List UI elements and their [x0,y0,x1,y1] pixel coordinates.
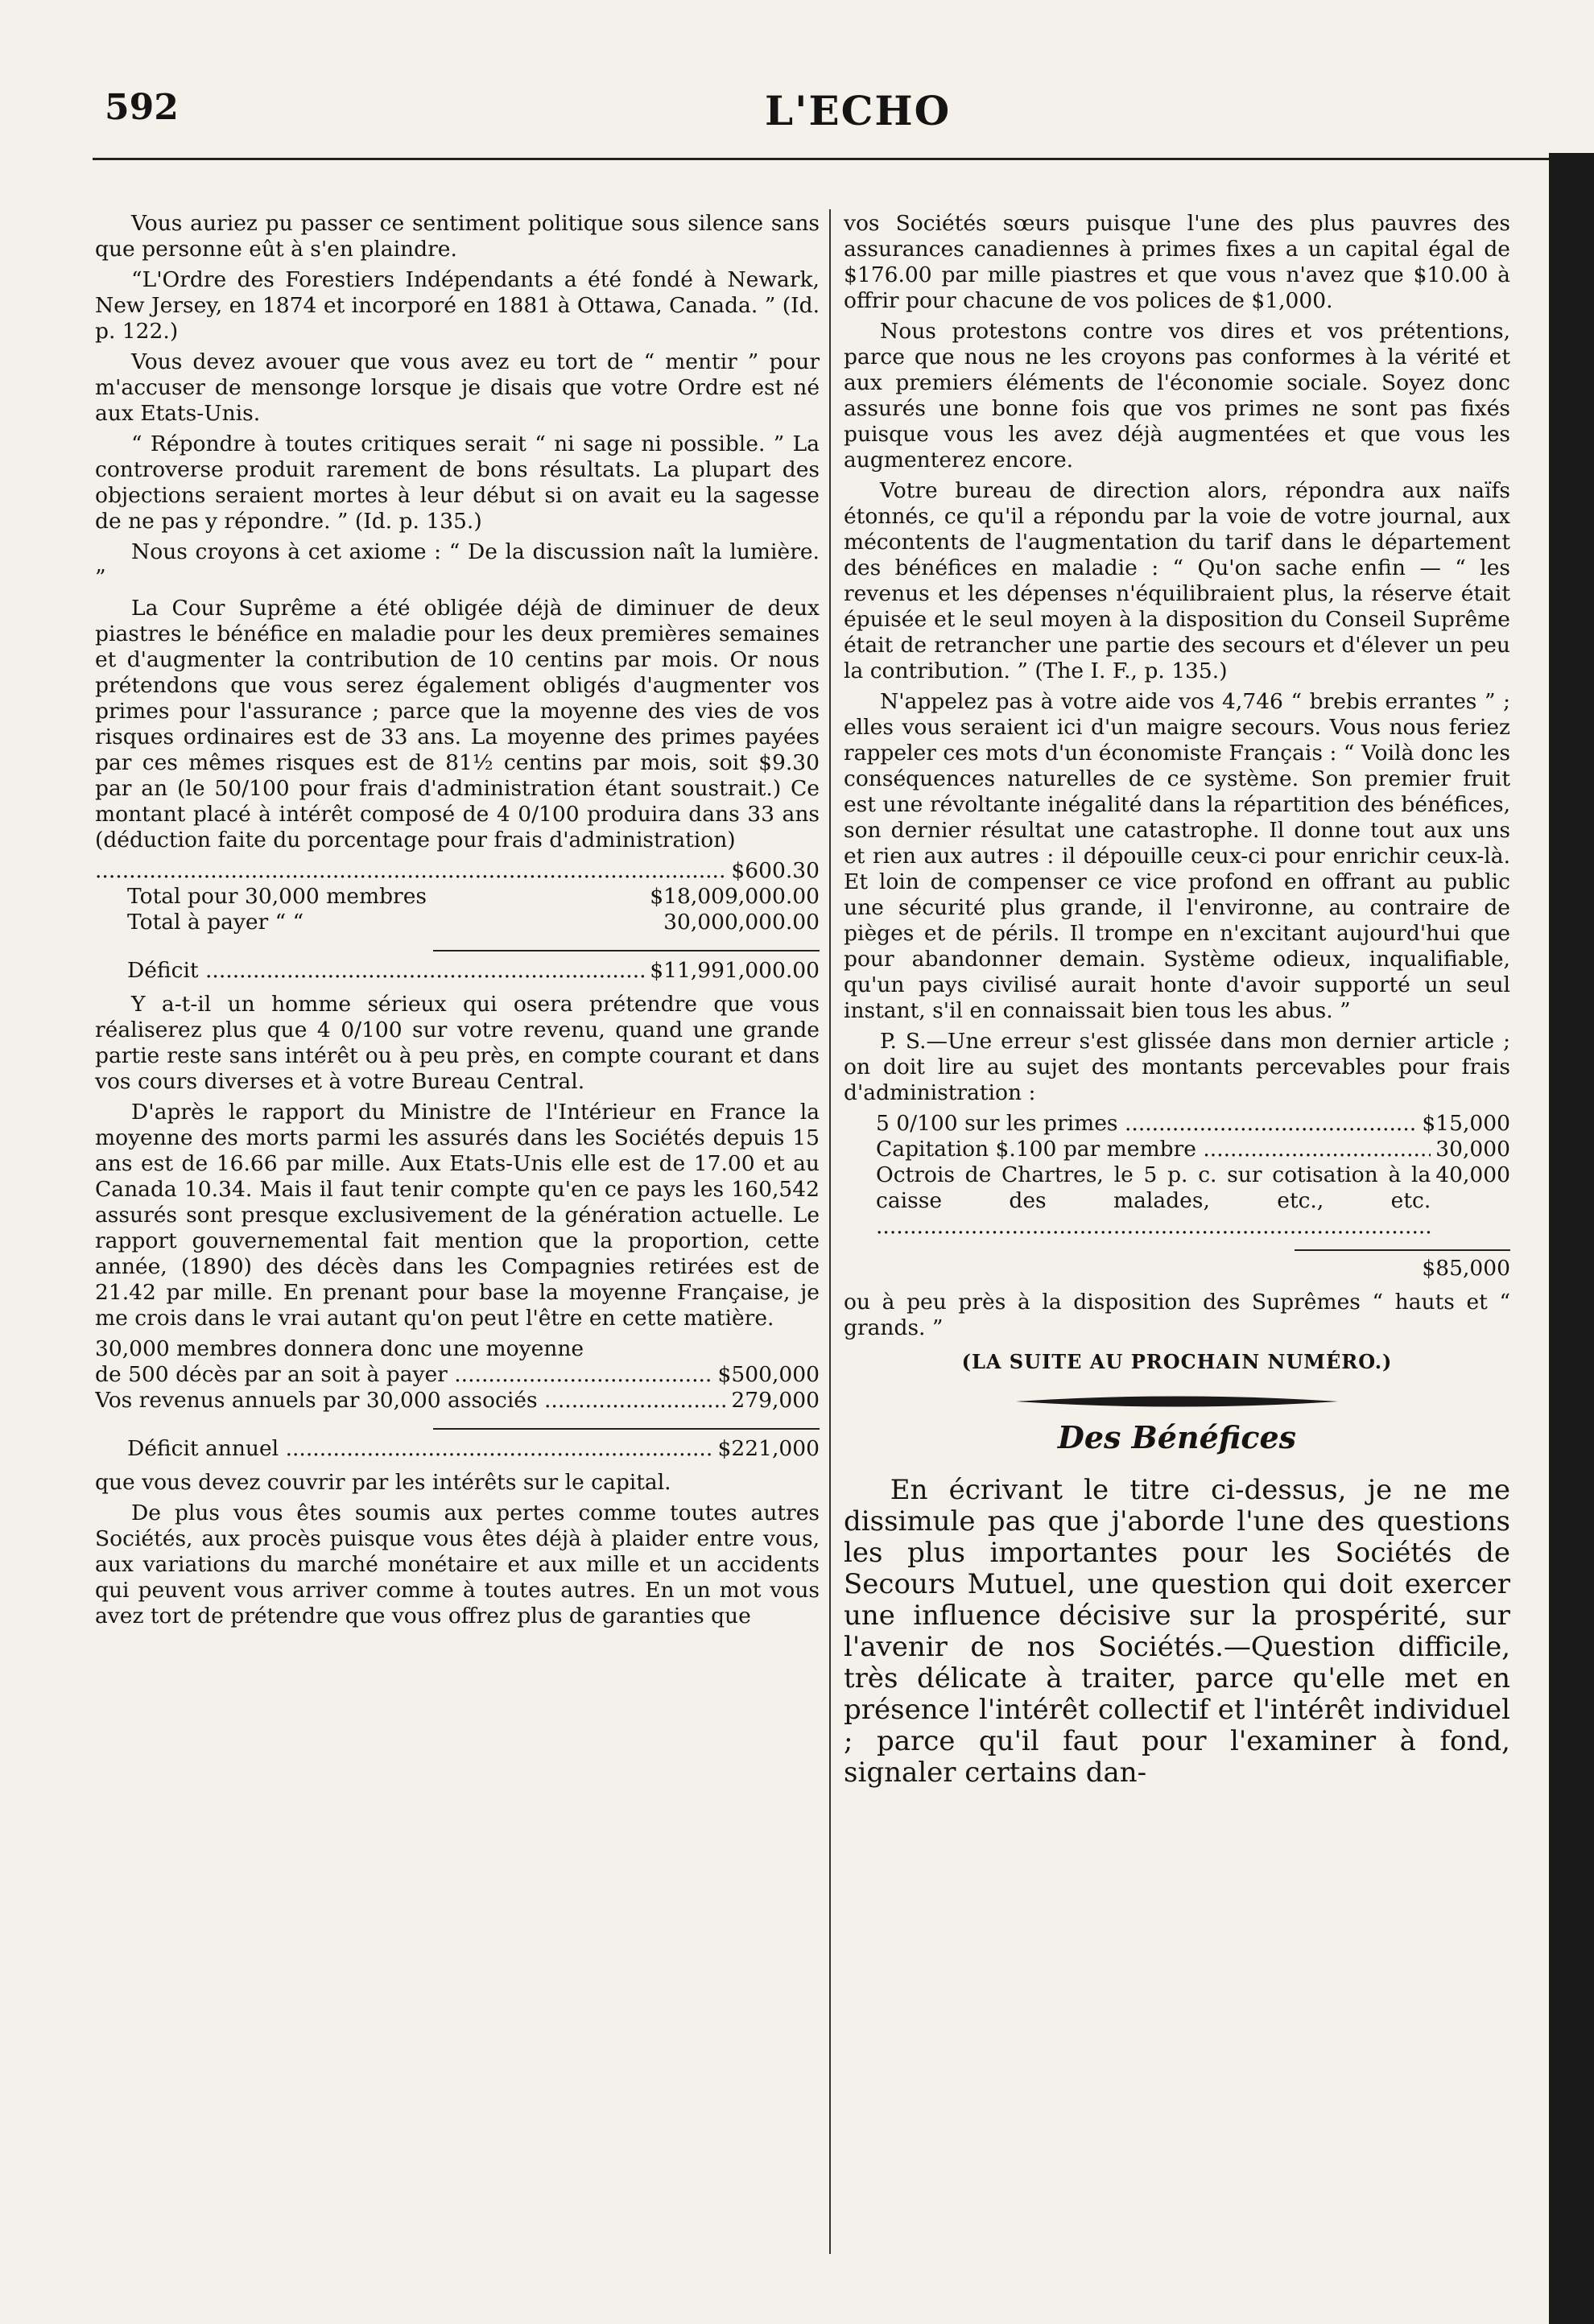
section-title: Des Bénéfices [1057,1419,1297,1455]
page-header [105,87,1522,143]
paragraph: Nous croyons à cet axiome : “ De la discussion naît la lumière. ” [95,539,820,590]
paragraph: “L'Ordre des Forestiers Indépendants a été fondé à Newark, New Jersey, en 1874 et incorporé en 1881 à Ottawa, Canada. ” (Id. p. 122.) [95,267,820,344]
table-row [844,1162,1510,1240]
paragraph: De plus vous êtes soumis aux pertes comme toutes autres Sociétés, aux procès puisque vous êtes déjà à plaider entre vous, aux variations du marché monétaire et aux mille et un accidents qui peuvent vous arriver comme à toutes autres. En un mot vous avez tort de prétendre que vous offrez plus de garanties que [95,1500,820,1628]
table-row [844,1137,1510,1162]
table-value: $11,991,000.00 [650,958,820,983]
table-label: Total à payer “ “ [127,910,304,935]
page-edge-shadow [1549,153,1594,2324]
table-value: $85,000 [1422,1256,1510,1281]
table-row [95,1336,820,1362]
table-value: $15,000 [1422,1111,1510,1136]
paragraph: P. S.—Une erreur s'est glissée dans mon dernier article ; on doit lire au sujet des montants percevables pour frais d'administration : [844,1029,1510,1105]
admin-fees-table [844,1111,1510,1282]
continued-notice: (LA SUITE AU PROCHAIN NUMÉRO.) [961,1350,1393,1373]
paragraph: N'appelez pas à votre aide vos 4,746 “ brebis errantes ” ; elles vous seraient ici d'un maigre secours. Vous nous feriez rappeler ces mots d'un économiste Français : “ Voilà donc les conséquences naturelles de ce système. Son premier fruit est une révoltante inégalité dans la répartition des bénéfices, son dernier résultat une catastrophe. Il donne tout aux uns et rien aux autres : il dépouille ceux-ci pour enrichir ceux-là. Et loin de compenser ce vice profond en offrant au public une sécurité plus grande, il l'environne, au contraire de pièges et de périls. Il trompe en n'excitant aujourd'hui que pour abandonner demain. Système odieux, inqualifiable, qu'un pays civilisé aurait honte d'avoir supporté un seul instant, s'il en connaissait bien tous les abus. ” [844,689,1510,1023]
table-label: Octrois de Chartres, le 5 p. c. sur cotisation à la caisse des malades, etc., etc. ..... [876,1162,1431,1240]
paragraph: Vous auriez pu passer ce sentiment politique sous silence sans que personne eût à s'en plaindre. [95,211,820,262]
paragraph: ou à peu près à la disposition des Suprêmes “ hauts et “ grands. ” [844,1290,1510,1340]
table-label: Capitation $.100 par membre ..... [876,1137,1431,1162]
table-label: Total pour 30,000 membres [127,884,427,909]
table-rule [433,950,820,951]
table-row [95,1436,820,1462]
left-column [95,211,820,1634]
table-row [844,1256,1510,1282]
table-value: 30,000,000.00 [663,910,820,935]
table-value: $500,000 [717,1362,820,1387]
table-row [95,858,820,884]
table-label: 30,000 membres donnera donc une moyenne [95,1336,584,1361]
paragraph: Nous protestons contre vos dires et vos prétentions, parce que nous ne les croyons pas conformes à la vérité et aux premiers éléments de l'économie sociale. Soyez donc assurés une bonne fois que vos primes ne sont pas fixés puisque vous les avez déjà augmentées et que vous les augmenterez encore. [844,319,1510,473]
table-value: $221,000 [717,1436,820,1461]
column-divider [829,209,831,2254]
table-value: $600.30 [731,858,820,883]
table-row [844,1111,1510,1137]
paragraph: D'après le rapport du Ministre de l'Intérieur en France la moyenne des morts parmi les assurés dans les Sociétés depuis 15 ans est de 16.66 par mille. Aux Etats-Unis elle est de 17.00 et au Canada 10.34. Mais il faut tenir compte qu'en ce pays les 160,542 assurés sont presque exclusivement de la génération actuelle. Le rapport gouvernemental fait mention que la proportion, cette année, (1890) des décès dans les Compagnies retirées est de 21.42 par mille. En prenant pour base la moyenne Française, je me crois dans le vrai autant qu'on peut l'être en cette matière. [95,1100,820,1331]
table-label: Vos revenus annuels par 30,000 associés ..... [95,1388,726,1414]
page-number: 592 [105,87,179,128]
paragraph: que vous devez couvrir par les intérêts sur le capital. [95,1470,671,1495]
table-value: 279,000 [731,1388,820,1413]
paragraph: Votre bureau de direction alors, répondra aux naïfs étonnés, ce qu'il a répondu par la voie de votre journal, aux mécontents de l'augmentation du tarif dans le département des bénéfices en maladie : “ Qu'on sache enfin — “ les revenus et les dépenses n'équilibraient plus, la réserve était épuisée et le seul moyen à la disposition du Conseil Suprême était de retrancher une partie des secours et d'élever un peu la contribution. ” (The I. F., p. 135.) [844,478,1510,683]
table-row [95,1362,820,1388]
right-column [844,211,1510,1794]
deficit-table [95,858,820,984]
table-row [95,884,820,910]
table-label: Déficit ..... [127,958,645,984]
table-label: de 500 décès par an soit à payer ..... [95,1362,713,1388]
publication-title: L'ECHO [765,87,952,134]
paragraph: vos Sociétés sœurs puisque l'une des plus pauvres des assurances canadiennes à primes fixes a un capital égal de $176.00 par mille piastres et que vous n'avez que $10.00 à offrir pour chacune de vos polices de $1,000. [844,211,1510,313]
table-row [95,910,820,935]
table-value: 30,000 [1435,1137,1510,1162]
table-label: Déficit annuel ..... [127,1436,713,1462]
table-rule [1295,1249,1510,1251]
paragraph: Vous devez avouer que vous avez eu tort de “ mentir ” pour m'accuser de mensonge lorsque je disais que votre Ordre est né aux Etats-Unis. [95,349,820,426]
paragraph: La Cour Suprême a été obligée déjà de diminuer de deux piastres le bénéfice en maladie pour les deux premières semaines et d'augmenter la contribution de 10 centins par mois. Or nous prétendons que vous serez également obligés d'augmenter vos primes pour l'assurance ; parce que la moyenne des vies de vos risques ordinaires est de 33 ans. La moyenne des primes payées par ces mêmes risques est de 81½ centins par mois, soit $9.30 par an (le 50/100 pour frais d'administration étant soustrait.) Ce montant placé à intérêt composé de 4 0/100 produira dans 33 ans (déduction faite du porcentage pour frais d'administration) [95,596,820,852]
table-value: 40,000 [1435,1162,1510,1187]
paragraph: En écrivant le titre ci-dessus, je ne me dissimule pas que j'aborde l'une des questions les plus importantes pour les Sociétés de Secours Mutuel, une question qui doit exercer une influence décisive sur la prospérité, sur l'avenir de nos Sociétés.—Question difficile, très délicate à traiter, parce qu'elle met en présence l'intérêt collectif et l'intérêt individuel ; parce qu'il faut pour l'examiner à fond, signaler certains dan- [844,1474,1510,1789]
table-row [95,958,820,984]
paragraph: “ Répondre à toutes critiques serait “ ni sage ni possible. ” La controverse produit rarement de bons résultats. La plupart des objections seraient mortes à leur début si on avait eu la sagesse de ne pas y répondre. ” (Id. p. 135.) [95,431,820,534]
table-row [95,1388,820,1414]
ornament-divider [1016,1393,1338,1410]
header-rule [93,158,1550,160]
table-rule [433,1428,820,1430]
table-label: 5 0/100 sur les primes ..... [876,1111,1417,1137]
table-value: $18,009,000.00 [650,884,820,909]
paragraph: Y a-t-il un homme sérieux qui osera prétendre que vous réaliserez plus que 4 0/100 sur votre revenu, quand une grande partie reste sans intérêt ou à peu près, en compte courant et dans vos cours diverses et à votre Bureau Central. [95,992,820,1094]
annual-deficit-table [95,1336,820,1462]
